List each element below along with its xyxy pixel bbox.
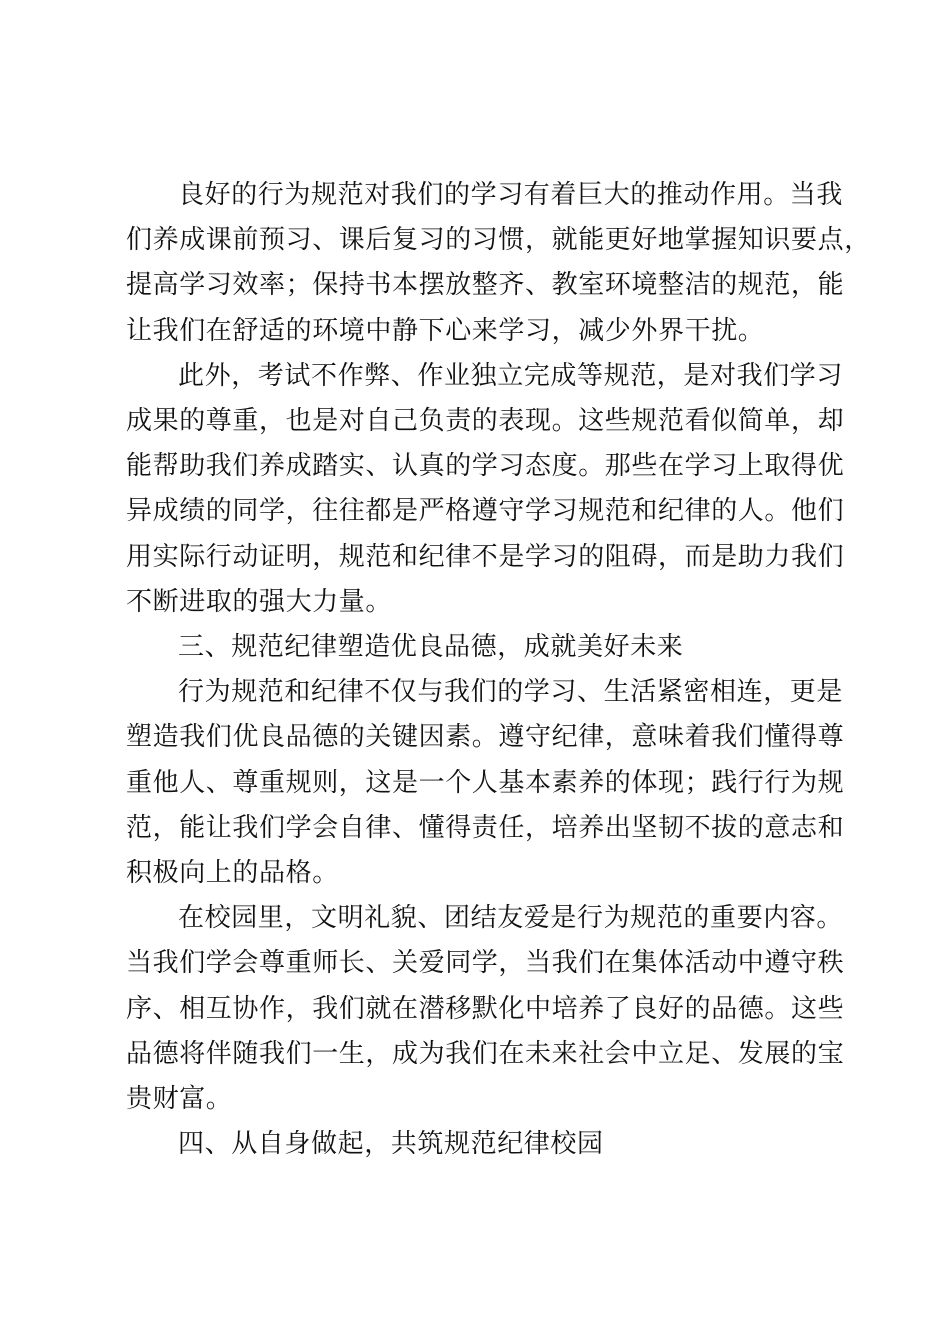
text-line: 此外，考试不作弊、作业独立完成等规范，是对我们学习	[178, 360, 844, 391]
text-line: 品德将伴随我们一生，成为我们在未来社会中立足、发展的宝	[126, 1038, 845, 1069]
text-line: 在校园里，文明礼貌、团结友爱是行为规范的重要内容。	[178, 903, 844, 934]
paragraph-study-role	[126, 173, 871, 354]
paragraph-exam-honesty	[126, 354, 845, 625]
text-line: 异成绩的同学，往往都是严格遵守学习规范和纪律的人。他们	[126, 496, 845, 527]
text-line: 用实际行动证明，规范和纪律不是学习的阻碍，而是助力我们	[126, 541, 845, 572]
text-line: 提高学习效率；保持书本摆放整齐、教室环境整洁的规范，能	[126, 270, 845, 301]
section-heading-4: 四、从自身做起，共筑规范纪律校园	[178, 1129, 604, 1160]
text-line: 不断进取的强大力量。	[126, 586, 393, 617]
text-line: 贵财富。	[126, 1084, 233, 1115]
text-line: 当我们学会尊重师长、关爱同学，当我们在集体活动中遵守秩	[126, 948, 845, 979]
text-line: 积极向上的品格。	[126, 858, 339, 889]
paragraph-character	[126, 670, 845, 896]
text-line: 良好的行为规范对我们的学习有着巨大的推动作用。当我	[178, 180, 844, 210]
text-line: 序、相互协作，我们就在潜移默化中培养了良好的品德。这些	[126, 993, 845, 1024]
text-line: 们养成课前预习、课后复习的习惯，就能更好地掌握知识要点，	[126, 225, 871, 256]
text-line: 能帮助我们养成踏实、认真的学习态度。那些在学习上取得优	[126, 451, 845, 482]
text-line: 成果的尊重，也是对自己负责的表现。这些规范看似简单，却	[126, 406, 845, 437]
text-line: 行为规范和纪律不仅与我们的学习、生活紧密相连，更是	[178, 677, 844, 708]
text-line: 塑造我们优良品德的关键因素。遵守纪律，意味着我们懂得尊	[126, 722, 845, 753]
document-body	[126, 173, 871, 1167]
text-line: 重他人、尊重规则，这是一个人基本素养的体现；践行行为规	[126, 767, 845, 798]
paragraph-campus-etiquette	[126, 896, 845, 1122]
section-heading-3: 三、规范纪律塑造优良品德，成就美好未来	[178, 632, 684, 663]
text-line: 让我们在舒适的环境中静下心来学习，减少外界干扰。	[126, 315, 765, 346]
text-line: 范，能让我们学会自律、懂得责任，培养出坚韧不拔的意志和	[126, 812, 845, 843]
